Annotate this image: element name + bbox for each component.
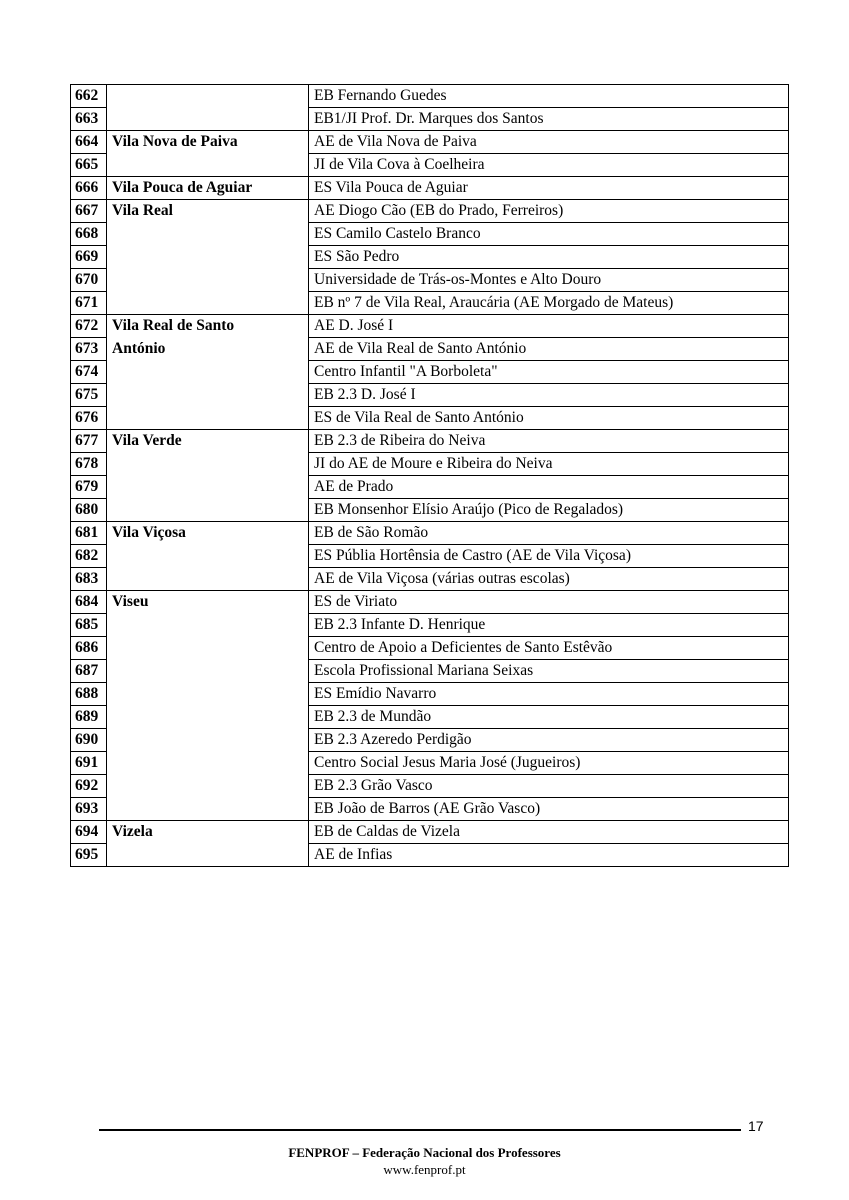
municipality-cell [107, 545, 309, 568]
school-cell: ES Vila Pouca de Aguiar [309, 177, 789, 200]
school-cell: EB 2.3 D. José I [309, 384, 789, 407]
school-cell: AE Diogo Cão (EB do Prado, Ferreiros) [309, 200, 789, 223]
row-number: 675 [71, 384, 107, 407]
school-cell: EB de São Romão [309, 522, 789, 545]
municipality-cell [107, 269, 309, 292]
school-cell: AE D. José I [309, 315, 789, 338]
municipality-cell [107, 223, 309, 246]
table-row [71, 384, 789, 407]
row-number: 689 [71, 706, 107, 729]
row-number: 668 [71, 223, 107, 246]
school-cell: Universidade de Trás-os-Montes e Alto Douro [309, 269, 789, 292]
municipality-cell [107, 637, 309, 660]
school-cell: ES de Vila Real de Santo António [309, 407, 789, 430]
table-row [71, 545, 789, 568]
school-cell: JI do AE de Moure e Ribeira do Neiva [309, 453, 789, 476]
municipality-cell [107, 798, 309, 821]
table-row [71, 108, 789, 131]
row-number: 690 [71, 729, 107, 752]
municipality-cell [107, 683, 309, 706]
footer-website: www.fenprof.pt [383, 1162, 466, 1177]
municipality-cell [107, 453, 309, 476]
municipality-cell [107, 476, 309, 499]
row-number: 685 [71, 614, 107, 637]
row-number: 672 [71, 315, 107, 338]
table-row [71, 637, 789, 660]
school-cell: EB de Caldas de Vizela [309, 821, 789, 844]
row-number: 677 [71, 430, 107, 453]
table-row [71, 476, 789, 499]
table-row [71, 844, 789, 867]
municipality-cell [107, 384, 309, 407]
school-cell: EB 2.3 de Mundão [309, 706, 789, 729]
table-row [71, 131, 789, 154]
table-row [71, 292, 789, 315]
table-row [71, 821, 789, 844]
row-number: 665 [71, 154, 107, 177]
row-number: 687 [71, 660, 107, 683]
municipality-cell [107, 361, 309, 384]
row-number: 681 [71, 522, 107, 545]
municipality-cell [107, 568, 309, 591]
row-number: 683 [71, 568, 107, 591]
row-number: 691 [71, 752, 107, 775]
municipality-cell [107, 752, 309, 775]
row-number: 680 [71, 499, 107, 522]
school-cell: ES de Viriato [309, 591, 789, 614]
table-row [71, 85, 789, 108]
municipality-cell [107, 85, 309, 108]
row-number: 667 [71, 200, 107, 223]
school-cell: ES São Pedro [309, 246, 789, 269]
municipality-cell [107, 407, 309, 430]
page-number: 17 [748, 1118, 764, 1134]
row-number: 674 [71, 361, 107, 384]
school-cell: ES Camilo Castelo Branco [309, 223, 789, 246]
table-row [71, 154, 789, 177]
row-number: 693 [71, 798, 107, 821]
municipality-cell [107, 729, 309, 752]
table-row [71, 246, 789, 269]
row-number: 676 [71, 407, 107, 430]
table-row [71, 315, 789, 338]
row-number: 678 [71, 453, 107, 476]
table-row [71, 614, 789, 637]
table-row [71, 499, 789, 522]
table-row [71, 752, 789, 775]
municipality-cell [107, 706, 309, 729]
row-number: 682 [71, 545, 107, 568]
row-number: 695 [71, 844, 107, 867]
table-row [71, 200, 789, 223]
school-cell: ES Emídio Navarro [309, 683, 789, 706]
schools-table-body [71, 85, 789, 867]
school-cell: AE de Vila Real de Santo António [309, 338, 789, 361]
row-number: 663 [71, 108, 107, 131]
table-row [71, 269, 789, 292]
municipality-cell [107, 614, 309, 637]
table-row [71, 361, 789, 384]
municipality-cell: Vila Real [107, 200, 309, 223]
school-cell: ES Públia Hortênsia de Castro (AE de Vila Viçosa) [309, 545, 789, 568]
table-row [71, 223, 789, 246]
municipality-cell [107, 246, 309, 269]
municipality-cell [107, 108, 309, 131]
row-number: 679 [71, 476, 107, 499]
table-row [71, 706, 789, 729]
school-cell: AE de Vila Viçosa (várias outras escolas) [309, 568, 789, 591]
table-row [71, 430, 789, 453]
school-cell: EB 2.3 Azeredo Perdigão [309, 729, 789, 752]
school-cell: EB 2.3 de Ribeira do Neiva [309, 430, 789, 453]
school-cell: Centro Social Jesus Maria José (Jugueiros) [309, 752, 789, 775]
municipality-cell: Vila Real de Santo [107, 315, 309, 338]
municipality-cell [107, 660, 309, 683]
school-cell: AE de Infias [309, 844, 789, 867]
municipality-cell [107, 844, 309, 867]
municipality-cell [107, 499, 309, 522]
table-row [71, 729, 789, 752]
school-cell: AE de Vila Nova de Paiva [309, 131, 789, 154]
school-cell: JI de Vila Cova à Coelheira [309, 154, 789, 177]
municipality-cell: Vizela [107, 821, 309, 844]
school-cell: EB1/JI Prof. Dr. Marques dos Santos [309, 108, 789, 131]
row-number: 671 [71, 292, 107, 315]
row-number: 694 [71, 821, 107, 844]
municipality-cell: Viseu [107, 591, 309, 614]
row-number: 662 [71, 85, 107, 108]
school-cell: Centro de Apoio a Deficientes de Santo Estêvão [309, 637, 789, 660]
municipality-cell [107, 154, 309, 177]
table-row [71, 591, 789, 614]
municipality-cell: Vila Viçosa [107, 522, 309, 545]
table-row [71, 660, 789, 683]
row-number: 673 [71, 338, 107, 361]
row-number: 688 [71, 683, 107, 706]
school-cell: Escola Profissional Mariana Seixas [309, 660, 789, 683]
school-cell: EB Monsenhor Elísio Araújo (Pico de Regalados) [309, 499, 789, 522]
table-row [71, 407, 789, 430]
footer-organization: FENPROF – Federação Nacional dos Professores [288, 1145, 561, 1160]
municipality-cell: Vila Pouca de Aguiar [107, 177, 309, 200]
row-number: 666 [71, 177, 107, 200]
school-cell: EB João de Barros (AE Grão Vasco) [309, 798, 789, 821]
school-cell: EB Fernando Guedes [309, 85, 789, 108]
municipality-cell [107, 292, 309, 315]
schools-table [70, 84, 789, 867]
municipality-cell: Vila Verde [107, 430, 309, 453]
school-cell: Centro Infantil "A Borboleta" [309, 361, 789, 384]
row-number: 684 [71, 591, 107, 614]
row-number: 664 [71, 131, 107, 154]
municipality-cell [107, 775, 309, 798]
table-row [71, 177, 789, 200]
school-cell: AE de Prado [309, 476, 789, 499]
municipality-cell: António [107, 338, 309, 361]
school-cell: EB 2.3 Infante D. Henrique [309, 614, 789, 637]
school-cell: EB nº 7 de Vila Real, Araucária (AE Morgado de Mateus) [309, 292, 789, 315]
row-number: 669 [71, 246, 107, 269]
table-row [71, 798, 789, 821]
row-number: 686 [71, 637, 107, 660]
table-row [71, 453, 789, 476]
row-number: 670 [71, 269, 107, 292]
table-row [71, 775, 789, 798]
table-row [71, 683, 789, 706]
table-row [71, 522, 789, 545]
municipality-cell: Vila Nova de Paiva [107, 131, 309, 154]
school-cell: EB 2.3 Grão Vasco [309, 775, 789, 798]
table-row [71, 568, 789, 591]
footer-divider [99, 1129, 741, 1131]
row-number: 692 [71, 775, 107, 798]
table-row [71, 338, 789, 361]
